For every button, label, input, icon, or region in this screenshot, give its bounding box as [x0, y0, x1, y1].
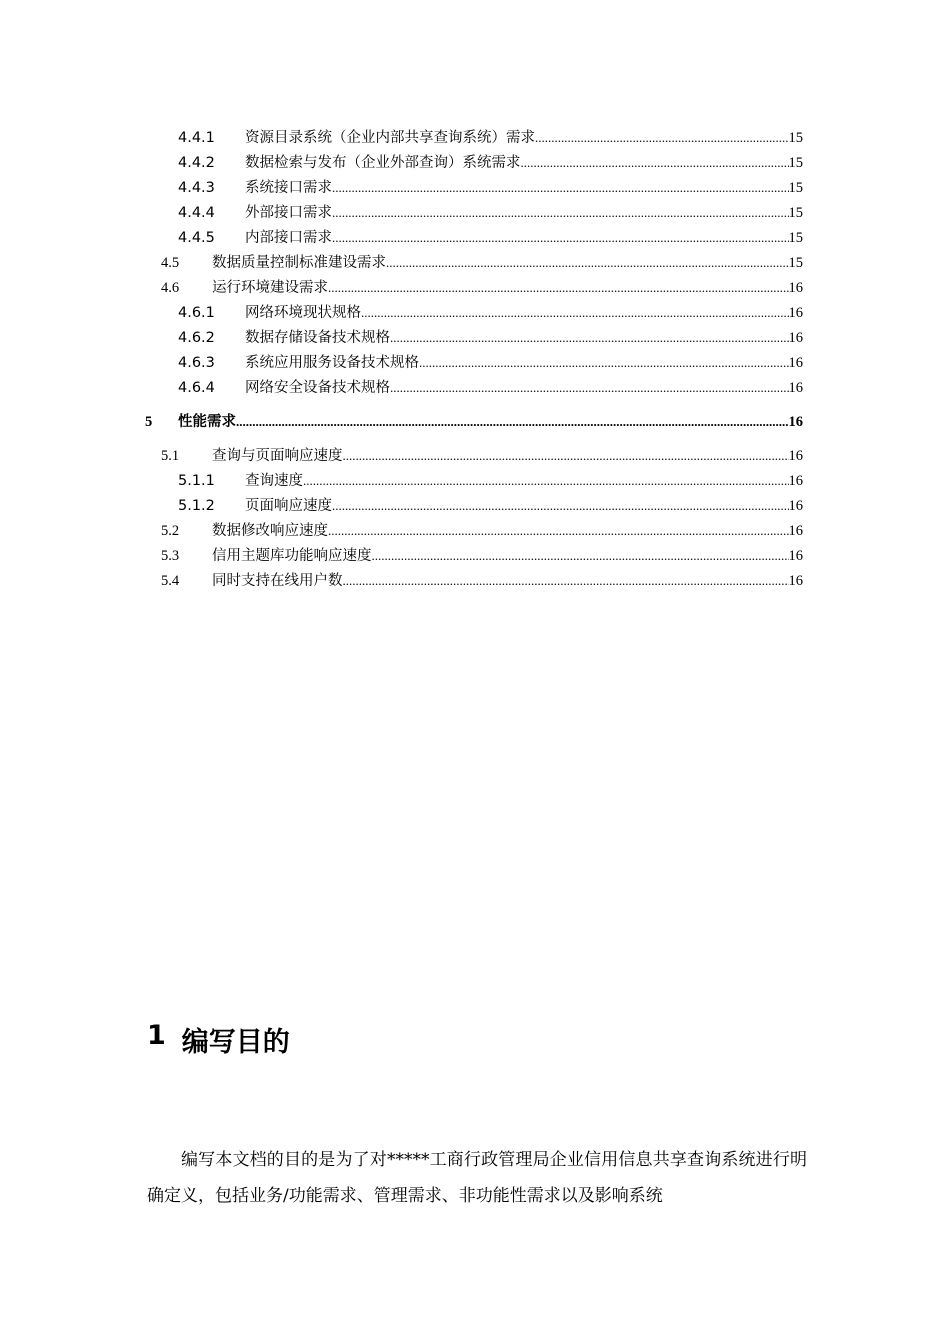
toc-entry-body [245, 202, 803, 224]
toc-number: 4.4.5 [178, 230, 215, 246]
toc-leader [332, 202, 789, 224]
section-heading-title: 编写目的 [181, 1027, 290, 1058]
toc-title: 页面响应速度 [245, 498, 332, 514]
toc-leader [332, 227, 789, 249]
toc-page: 16 [788, 305, 803, 321]
toc-page: 16 [788, 573, 803, 589]
toc-leader [361, 302, 789, 324]
toc-entry-body [245, 177, 803, 199]
toc-entry-body [245, 127, 803, 149]
toc-entry-body [178, 411, 803, 433]
toc-leader [521, 152, 789, 174]
toc-page: 16 [788, 414, 803, 430]
toc-number: 5.1.2 [178, 498, 215, 514]
toc-number: 5.1 [161, 448, 180, 464]
toc-title: 同时支持在线用户数 [212, 573, 343, 589]
toc-leader [535, 127, 789, 149]
toc-number: 4.6.1 [178, 305, 215, 321]
toc-leader [343, 570, 789, 592]
toc-page: 15 [788, 255, 803, 271]
toc-entry-body [245, 227, 803, 249]
toc-number: 4.4.3 [178, 180, 215, 196]
toc-number: 4.5 [161, 255, 180, 271]
toc-title: 网络安全设备技术规格 [245, 380, 390, 396]
toc-page: 16 [788, 473, 803, 489]
toc-page: 15 [788, 180, 803, 196]
toc-title: 性能需求 [178, 413, 236, 430]
toc-title: 内部接口需求 [245, 230, 332, 246]
toc-title: 信用主题库功能响应速度 [212, 548, 372, 564]
toc-leader [419, 352, 789, 374]
toc-title: 查询速度 [245, 473, 303, 489]
toc-page: 16 [788, 380, 803, 396]
toc-leader [236, 411, 789, 433]
toc-page: 16 [788, 280, 803, 296]
toc-entry-body [245, 152, 803, 174]
toc-entry-body [212, 520, 803, 542]
toc-entry-body [245, 377, 803, 399]
toc-entry-body [212, 570, 803, 592]
toc-page: 15 [788, 230, 803, 246]
toc-number: 4.6.2 [178, 330, 215, 346]
toc-entry-body [212, 277, 803, 299]
toc-number: 5.4 [161, 573, 180, 589]
toc-number: 5.1.1 [178, 473, 215, 489]
toc-title: 数据存储设备技术规格 [245, 330, 390, 346]
toc-number: 5 [145, 414, 153, 430]
toc-page: 16 [788, 523, 803, 539]
toc-number: 4.4.4 [178, 205, 215, 221]
toc-page: 16 [788, 355, 803, 371]
toc-leader [332, 177, 789, 199]
toc-title: 资源目录系统（企业内部共享查询系统）需求 [245, 130, 535, 146]
toc-title: 系统应用服务设备技术规格 [245, 355, 419, 371]
toc-entry-body [245, 495, 803, 517]
toc-entry-body [212, 545, 803, 567]
toc-leader [372, 545, 789, 567]
toc-number: 4.4.2 [178, 155, 215, 171]
body-paragraph-container [147, 1142, 807, 1214]
section-heading-number: 1 [147, 1020, 166, 1051]
toc-title: 数据修改响应速度 [212, 523, 328, 539]
toc-entry-body [245, 470, 803, 492]
toc-leader [328, 277, 789, 299]
toc-leader [386, 252, 789, 274]
toc-title: 数据检索与发布（企业外部查询）系统需求 [245, 155, 521, 171]
body-paragraph: 编写本文档的目的是为了对*****工商行政管理局企业信用信息共享查询系统进行明确定义，包括业务/功能需求、管理需求、非功能性需求以及影响系统 [147, 1150, 807, 1206]
toc-title: 网络环境现状规格 [245, 305, 361, 321]
toc-entry-body [245, 327, 803, 349]
toc-title: 数据质量控制标准建设需求 [212, 255, 386, 271]
toc-title: 系统接口需求 [245, 180, 332, 196]
toc-page: 16 [788, 330, 803, 346]
section-heading [147, 1020, 290, 1059]
toc-number: 4.6.3 [178, 355, 215, 371]
toc-page: 16 [788, 548, 803, 564]
toc-leader [303, 470, 789, 492]
toc-title: 运行环境建设需求 [212, 280, 328, 296]
toc-leader [328, 520, 789, 542]
toc-number: 5.3 [161, 548, 180, 564]
toc-entry-body [245, 302, 803, 324]
toc-leader [332, 495, 789, 517]
toc-number: 4.6 [161, 280, 180, 296]
toc-entry-body [245, 352, 803, 374]
toc-page: 16 [788, 498, 803, 514]
toc-number: 4.4.1 [178, 130, 215, 146]
toc-title: 查询与页面响应速度 [212, 448, 343, 464]
toc-number: 4.6.4 [178, 380, 215, 396]
toc-page: 15 [788, 205, 803, 221]
toc-title: 外部接口需求 [245, 205, 332, 221]
toc-entry-body [212, 445, 803, 467]
toc-page: 16 [788, 448, 803, 464]
toc-page: 15 [788, 155, 803, 171]
toc-leader [343, 445, 789, 467]
toc-leader [390, 377, 789, 399]
toc-page: 15 [788, 130, 803, 146]
toc-entry-body [212, 252, 803, 274]
toc-leader [390, 327, 789, 349]
toc-number: 5.2 [161, 523, 180, 539]
